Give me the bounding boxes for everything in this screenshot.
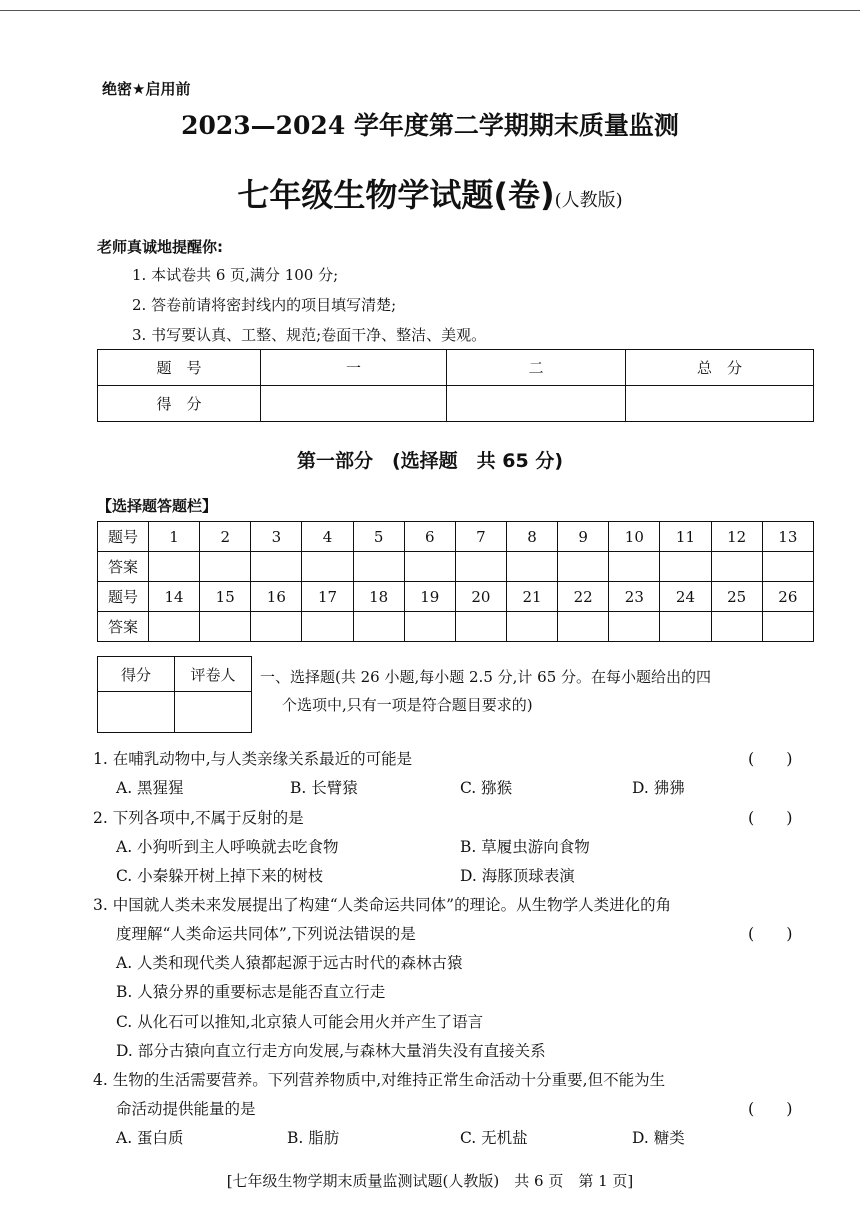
question-number-cell: 7: [455, 522, 506, 552]
score-input-cell[interactable]: [626, 386, 814, 422]
answer-cell[interactable]: [149, 552, 200, 582]
score-input-cell[interactable]: [261, 386, 447, 422]
grader-score-label: 得分: [98, 657, 175, 692]
question-option: B. 人猿分界的重要标志是能否直立行走: [116, 983, 386, 1001]
score-header-cell: 题 号: [98, 350, 261, 386]
question-option: C. 小秦躲开树上掉下来的树枝: [116, 867, 324, 885]
answer-cell[interactable]: [762, 552, 813, 582]
grader-name-cell[interactable]: [175, 692, 252, 733]
answer-cell[interactable]: [404, 552, 455, 582]
question-stem: 4. 生物的生活需要营养。下列营养物质中,对维持正常生命活动十分重要,但不能为生: [93, 1071, 666, 1089]
section-instructions-line: 个选项中,只有一项是符合题目要求的): [282, 696, 533, 714]
answer-cell[interactable]: [455, 612, 506, 642]
section-instructions: [260, 663, 711, 719]
question-option: B. 草履虫游向食物: [460, 838, 590, 856]
answer-grid-a-label: 答案: [98, 552, 149, 582]
score-header-cell: 一: [261, 350, 447, 386]
answer-cell[interactable]: [711, 612, 762, 642]
question-option: A. 人类和现代类人猿都起源于远古时代的森林古猿: [116, 954, 463, 972]
question-number-cell: 16: [251, 582, 302, 612]
score-input-cell[interactable]: [447, 386, 626, 422]
answer-grid-q-label: 题号: [98, 522, 149, 552]
confidential-label: 绝密★启用前: [102, 80, 191, 98]
question-stem: 度理解“人类命运共同体”,下列说法错误的是: [116, 925, 416, 943]
question-number-cell: 13: [762, 522, 813, 552]
question-option: A. 黑猩猩: [116, 779, 184, 797]
answer-grid-a-label: 答案: [98, 612, 149, 642]
exam-subject-title: 七年级生物学试题(卷): [237, 176, 555, 214]
reminder-note: 2. 答卷前请将密封线内的项目填写清楚;: [132, 296, 397, 314]
answer-blank[interactable]: ( ): [748, 1099, 793, 1118]
answer-blank[interactable]: ( ): [748, 924, 793, 943]
question-option: D. 部分古猿向直立行走方向发展,与森林大量消失没有直接关系: [116, 1042, 546, 1060]
question-option: D. 狒狒: [632, 779, 685, 797]
question-number-cell: 8: [506, 522, 557, 552]
question-option: A. 小狗听到主人呼唤就去吃食物: [116, 838, 339, 856]
answer-grid-label: 【选择题答题栏】: [97, 497, 218, 515]
answer-blank[interactable]: ( ): [748, 749, 793, 768]
question-number-cell: 4: [302, 522, 353, 552]
answer-cell[interactable]: [200, 552, 251, 582]
question-number-cell: 10: [609, 522, 660, 552]
question-number-cell: 19: [404, 582, 455, 612]
question-number-cell: 18: [353, 582, 404, 612]
reminder-note: 3. 书写要认真、工整、规范;卷面干净、整洁、美观。: [132, 326, 487, 344]
question-number-cell: 1: [149, 522, 200, 552]
question-number-cell: 22: [558, 582, 609, 612]
answer-cell[interactable]: [149, 612, 200, 642]
question-option: D. 糖类: [632, 1129, 685, 1147]
question-option: D. 海豚顶球表演: [460, 867, 575, 885]
part-one-title: 第一部分 (选择题 共 65 分): [296, 450, 564, 472]
answer-grid-q-label: 题号: [98, 582, 149, 612]
question-option: A. 蛋白质: [116, 1129, 184, 1147]
answer-cell[interactable]: [353, 612, 404, 642]
answer-cell[interactable]: [660, 612, 711, 642]
question-number-cell: 3: [251, 522, 302, 552]
question-number-cell: 20: [455, 582, 506, 612]
question-number-cell: 9: [558, 522, 609, 552]
top-border-line: [0, 10, 860, 11]
reminder-note: 1. 本试卷共 6 页,满分 100 分;: [132, 266, 339, 284]
question-number-cell: 21: [506, 582, 557, 612]
answer-cell[interactable]: [455, 552, 506, 582]
question-stem: 3. 中国就人类未来发展提出了构建“人类命运共同体”的理论。从生物学人类进化的角: [93, 896, 672, 914]
page-footer: [七年级生物学期末质量监测试题(人教版) 共 6 页 第 1 页]: [226, 1172, 634, 1190]
section-instructions-line: 一、选择题(共 26 小题,每小题 2.5 分,计 65 分。在每小题给出的四: [260, 668, 712, 686]
answer-cell[interactable]: [609, 612, 660, 642]
question-number-cell: 2: [200, 522, 251, 552]
question-number-cell: 14: [149, 582, 200, 612]
question-number-cell: 11: [660, 522, 711, 552]
grader-score-cell[interactable]: [98, 692, 175, 733]
question-number-cell: 23: [609, 582, 660, 612]
question-number-cell: 26: [762, 582, 813, 612]
question-stem: 1. 在哺乳动物中,与人类亲缘关系最近的可能是: [93, 750, 413, 768]
reminder-heading: 老师真诚地提醒你:: [97, 238, 223, 256]
question-number-cell: 17: [302, 582, 353, 612]
question-number-cell: 5: [353, 522, 404, 552]
question-number-cell: 12: [711, 522, 762, 552]
answer-cell[interactable]: [302, 612, 353, 642]
question-stem: 2. 下列各项中,不属于反射的是: [93, 809, 304, 827]
score-table: [97, 349, 814, 422]
question-number-cell: 25: [711, 582, 762, 612]
score-header-cell: 总 分: [626, 350, 814, 386]
answer-cell[interactable]: [200, 612, 251, 642]
answer-cell[interactable]: [404, 612, 455, 642]
question-option: C. 无机盐: [460, 1129, 528, 1147]
question-number-cell: 15: [200, 582, 251, 612]
grader-name-label: 评卷人: [175, 657, 252, 692]
score-row-label: 得 分: [98, 386, 261, 422]
answer-cell[interactable]: [251, 552, 302, 582]
score-header-cell: 二: [447, 350, 626, 386]
question-option: B. 脂肪: [287, 1129, 340, 1147]
question-number-cell: 6: [404, 522, 455, 552]
exam-title-line1: 2023—2024 学年度第二学期期末质量监测: [181, 111, 679, 140]
exam-title-line2: [0, 170, 860, 216]
answer-cell[interactable]: [251, 612, 302, 642]
answer-cell[interactable]: [506, 612, 557, 642]
answer-cell[interactable]: [762, 612, 813, 642]
answer-cell[interactable]: [353, 552, 404, 582]
question-option: C. 猕猴: [460, 779, 513, 797]
answer-cell[interactable]: [711, 552, 762, 582]
exam-edition: (人教版): [554, 190, 623, 211]
grader-box: [97, 656, 252, 733]
question-number-cell: 24: [660, 582, 711, 612]
question-option: C. 从化石可以推知,北京猿人可能会用火并产生了语言: [116, 1013, 484, 1031]
answer-cell[interactable]: [558, 552, 609, 582]
answer-cell[interactable]: [609, 552, 660, 582]
answer-cell[interactable]: [660, 552, 711, 582]
answer-blank[interactable]: ( ): [748, 808, 793, 827]
answer-cell[interactable]: [506, 552, 557, 582]
answer-cell[interactable]: [558, 612, 609, 642]
answer-cell[interactable]: [302, 552, 353, 582]
answer-grid: [97, 521, 814, 642]
question-stem: 命活动提供能量的是: [116, 1100, 256, 1118]
question-option: B. 长臂猿: [290, 779, 358, 797]
